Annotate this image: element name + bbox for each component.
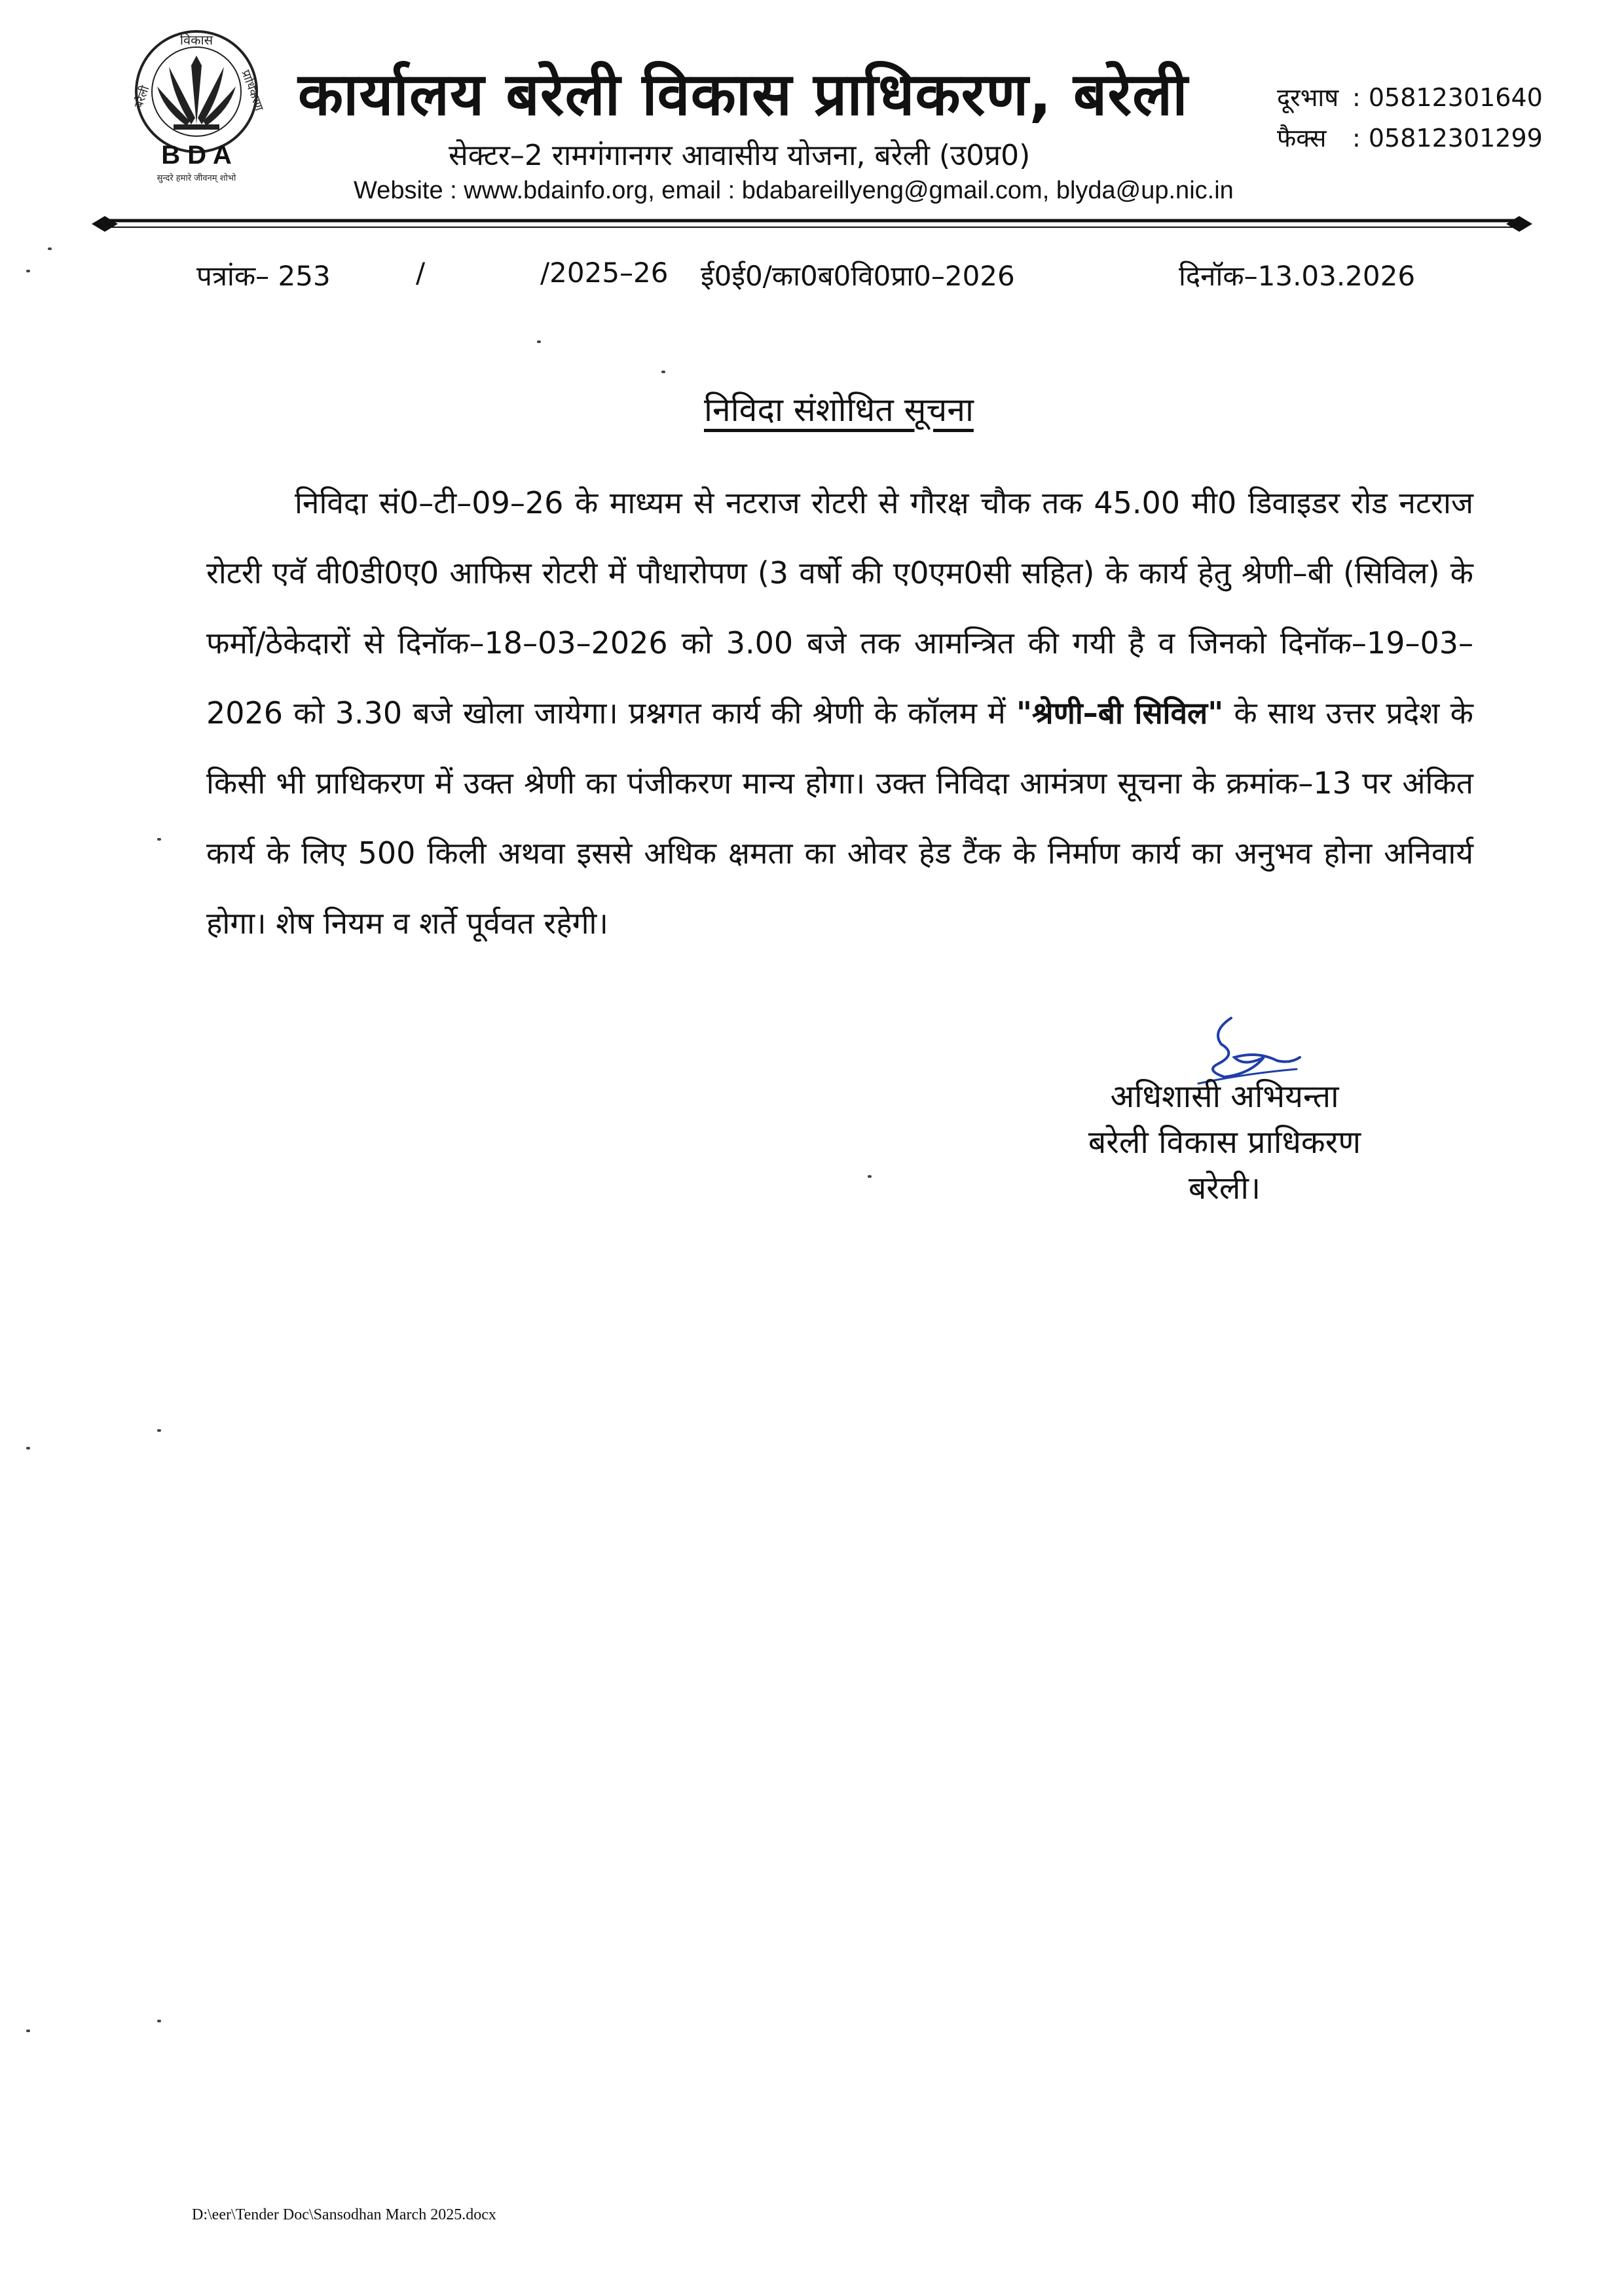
scan-speck xyxy=(661,371,665,373)
reference-year: /2025–26 xyxy=(540,257,669,289)
logo-top-text: विकास xyxy=(179,32,213,48)
web-email-line: Website : www.bdainfo.org, email : bdabareillyeng@gmail.com, blyda@up.nic.in xyxy=(354,177,1234,204)
org-title: कार्यालय बरेली विकास प्राधिकरण, बरेली xyxy=(298,60,1189,129)
phone-value: : 05812301640 xyxy=(1352,83,1543,112)
scan-speck xyxy=(48,247,52,250)
notice-body xyxy=(206,468,1473,958)
fax-label: फैक्स xyxy=(1277,124,1327,153)
logo-right-text: प्राधिकरण xyxy=(238,68,267,113)
reference-slash: / xyxy=(416,257,426,289)
scan-speck xyxy=(157,2020,161,2022)
scan-speck xyxy=(26,2030,30,2032)
footer-file-path: D:\eer\Tender Doc\Sansodhan March 2025.docx xyxy=(192,2206,496,2223)
org-address: सेक्टर–2 रामगंगानगर आवासीय योजना, बरेली (उ0प्र0) xyxy=(449,139,1031,172)
header-divider xyxy=(92,211,1532,237)
body-part-1: निविदा सं0–टी–09–26 के माध्यम से नटराज रोटरी से गौरक्ष चौक तक 45.00 मी0 डिवाइडर रोड नटराज रोटरी एवॅ वी0डी0ए0 आफिस रोटरी में पौधारोपण (3 वर्षो की ए0एम0सी सहित) के कार्य हेतु श्रेणी–बी (सिविल) के फर्मो/ठेकेदारों से दिनॉक–18–03–2026 को 3.00 बजे तक आमन्त्रित की गयी है व जिनको दिनॉक–19–03–2026 को 3.30 बजे खोला जायेगा। प्रश्नगत कार्य की श्रेणी के कॉलम में xyxy=(206,485,1473,731)
notice-date: दिनॉक–13.03.2026 xyxy=(1179,260,1416,292)
scan-speck xyxy=(26,270,30,272)
scan-speck xyxy=(157,838,161,841)
phone-row xyxy=(1277,77,1543,118)
body-part-2: के साथ उत्तर प्रदेश के किसी भी प्राधिकरण में उक्त श्रेणी का पंजीकरण मान्य होगा। उक्त निविदा आमंत्रण सूचना के क्रमांक–13 पर अंकित कार्य के लिए 500 किली अथवा इससे अधिक क्षमता का ओवर हेड टैंक के निर्माण कार्य का अनुभव होना अनिवार्य होगा। शेष नियम व शर्ते पूर्ववत रहेगी। xyxy=(206,695,1474,941)
notice-paragraph xyxy=(206,468,1473,958)
signatory-designation: अधिशासी अभियन्ता xyxy=(1110,1078,1339,1115)
bda-emblem-icon xyxy=(111,26,282,183)
signatory-city: बरेली। xyxy=(1188,1170,1261,1207)
logo-left-text: बरेली xyxy=(132,84,153,110)
reference-line xyxy=(196,257,1441,296)
notice-title: निविदा संशोधित सूचना xyxy=(704,391,974,429)
patrank: पत्रांक– 253 xyxy=(196,260,331,292)
phone-label: दूरभाष xyxy=(1277,83,1339,112)
scan-speck xyxy=(537,340,541,343)
fax-row xyxy=(1277,118,1543,158)
fax-value: : 05812301299 xyxy=(1352,124,1543,153)
logo-initials: B D A xyxy=(161,141,232,170)
office-code: ई0ई0/का0ब0वि0प्रा0–2026 xyxy=(701,260,1015,292)
scan-speck xyxy=(26,1447,30,1449)
body-category-highlight: "श्रेणी–बी सिविल" xyxy=(1016,695,1224,731)
signatory-block xyxy=(1077,1074,1372,1211)
contact-block xyxy=(1277,77,1543,158)
logo-motto: सुन्दरे हमारे जीवनम् शोभो xyxy=(157,173,236,183)
scan-speck xyxy=(868,1175,872,1178)
signatory-organization: बरेली विकास प्राधिकरण xyxy=(1088,1124,1361,1161)
bda-logo xyxy=(111,26,282,183)
scan-speck xyxy=(157,1429,161,1432)
